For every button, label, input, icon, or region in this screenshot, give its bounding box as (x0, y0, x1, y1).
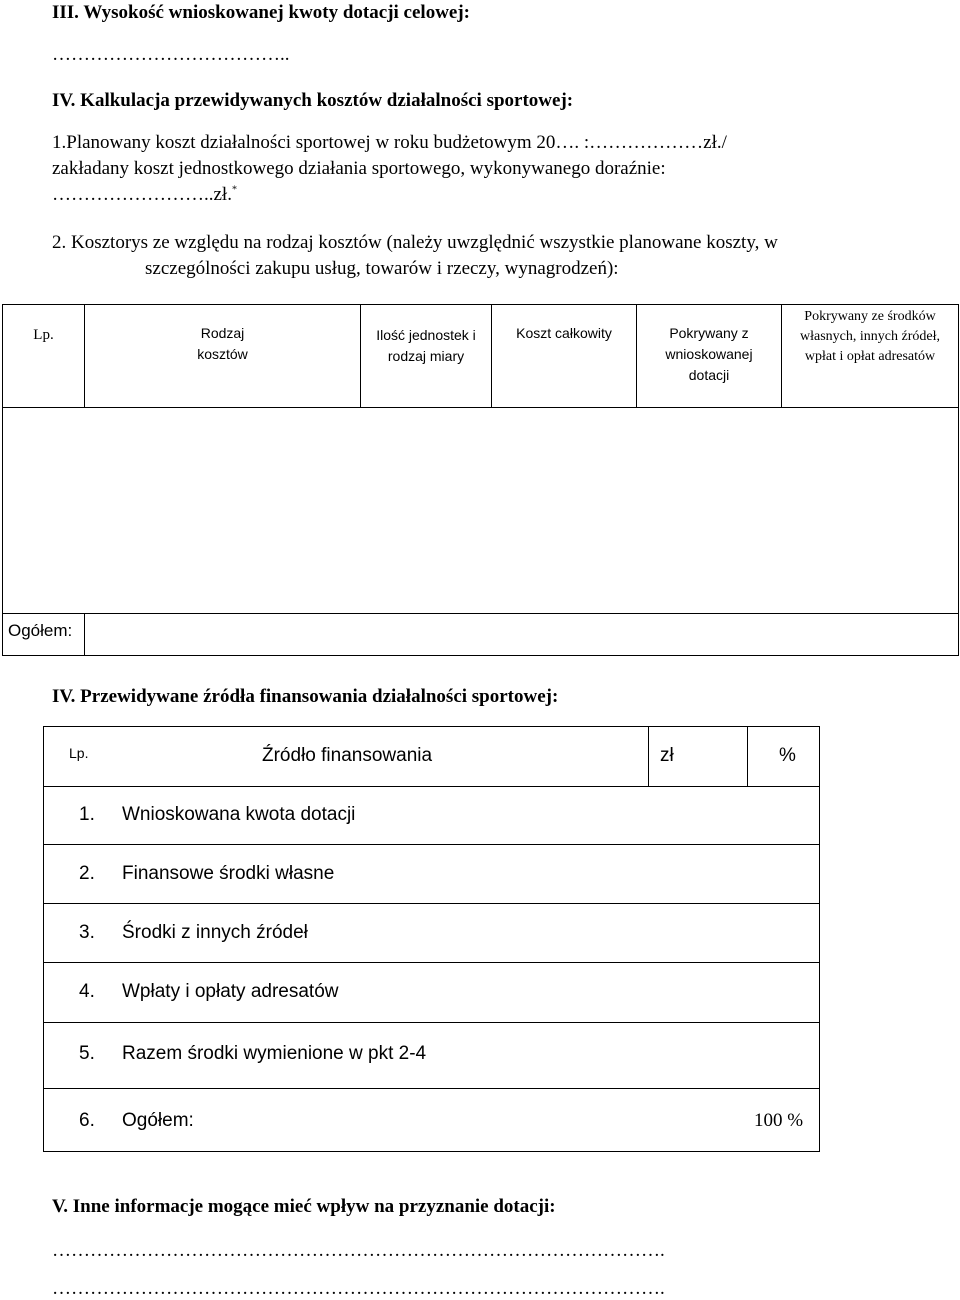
section-3-dots: ……………………………….. (52, 44, 290, 65)
item-1-dots: ……………………..zł. (52, 184, 232, 205)
col-units-label: Ilość jednostek i rodzaj miary (376, 327, 476, 364)
finance-row-source: Środki z innych źródeł (122, 922, 308, 943)
item-2-line-1: 2. Kosztorys ze względu na rodzaj kosztów (należy uwzględnić wszystkie planowane koszty, w (52, 232, 778, 253)
finance-col-pct: % (779, 745, 796, 766)
section-4b-heading: IV. Przewidywane źródła finansowania działalności sportowej: (52, 686, 559, 707)
col-lp: Lp. (33, 327, 54, 343)
finance-row-source: Ogółem: (122, 1110, 194, 1131)
finance-row-source: Razem środki wymienione w pkt 2-4 (122, 1043, 427, 1064)
finance-row (43, 1022, 820, 1089)
section-5-heading: V. Inne informacje mogące mieć wpływ na przyznanie dotacji: (52, 1196, 556, 1217)
col-grant-label: Pokrywany z wnioskowanej dotacji (665, 325, 753, 383)
finance-row-lp: 3. (79, 922, 95, 943)
finance-row-lp: 2. (79, 863, 95, 884)
finance-row (43, 844, 820, 904)
col-own-funds-label: Pokrywany ze środków własnych, innych źródeł, wpłat i opłat adresatów (800, 309, 940, 364)
item-1-line-2: zakładany koszt jednostkowego działania sportowego, wykonywanego doraźnie: (52, 158, 666, 179)
finance-col-zl: zł (660, 745, 674, 766)
finance-row-source: Finansowe środki własne (122, 863, 335, 884)
finance-row-lp: 5. (79, 1043, 95, 1064)
finance-col-source: Źródło finansowania (262, 745, 433, 766)
cost-table (2, 304, 959, 656)
finance-total-pct: 100 % (754, 1110, 804, 1131)
col-grant (637, 305, 781, 407)
finance-row-lp: 6. (79, 1110, 95, 1131)
cost-table-header (3, 305, 958, 408)
col-units (361, 305, 491, 407)
finance-header-row (43, 726, 820, 787)
finance-row-source: Wpłaty i opłaty adresatów (122, 981, 339, 1002)
section-5-dots-2: ……………………………………………………………………………………. (52, 1278, 665, 1299)
item-2-line-2: szczególności zakupu usług, towarów i rzeczy, wynagrodzeń): (145, 258, 619, 279)
col-cost-type (85, 305, 360, 407)
section-3-heading: III. Wysokość wnioskowanej kwoty dotacji celowej: (52, 2, 470, 23)
footnote-marker: * (231, 184, 237, 196)
finance-col-lp: Lp. (69, 745, 89, 761)
col-total-cost: Koszt całkowity (516, 325, 612, 341)
finance-row-lp: 4. (79, 981, 95, 1002)
finance-row (43, 786, 820, 845)
finance-row (43, 962, 820, 1023)
col-cost-type-label: Rodzaj kosztów (197, 325, 248, 362)
cost-table-total-label: Ogółem: (8, 621, 73, 640)
finance-row (43, 903, 820, 963)
item-1-line-1: 1.Planowany koszt działalności sportowej w roku budżetowym 20…. :………………zł./ (52, 132, 727, 153)
finance-row (43, 1088, 820, 1152)
section-4-heading: IV. Kalkulacja przewidywanych kosztów działalności sportowej: (52, 90, 574, 111)
item-1-line-3 (52, 184, 237, 206)
finance-row-source: Wnioskowana kwota dotacji (122, 804, 356, 825)
section-5-dots-1: ……………………………………………………………………………………. (52, 1240, 665, 1261)
col-own-funds (782, 305, 958, 407)
finance-row-lp: 1. (79, 804, 95, 825)
finance-table (43, 726, 820, 1152)
